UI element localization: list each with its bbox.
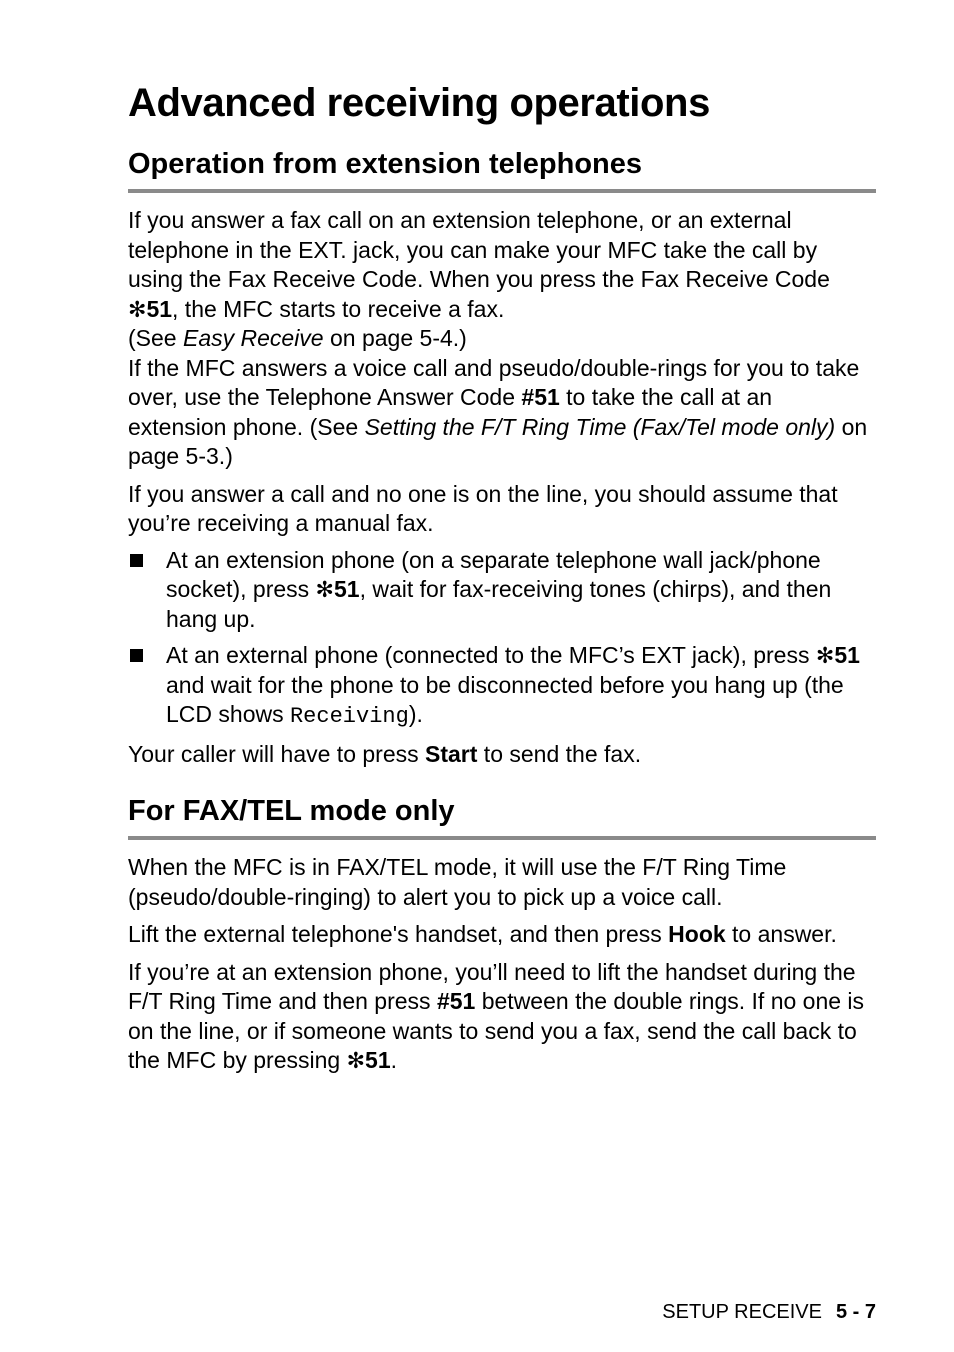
page-title: Advanced receiving operations bbox=[128, 81, 710, 125]
list-item: At an external phone (connected to the MFC’s EXT jack), press ✻51 and wait for the phone to be disconnected before you hang up (the LCD shows Receiving). bbox=[128, 641, 876, 732]
star-key-icon: ✻ bbox=[815, 643, 835, 668]
section-extension-telephones bbox=[128, 146, 876, 769]
star-key-icon: ✻ bbox=[315, 577, 334, 602]
star-key-icon: ✻ bbox=[346, 1048, 366, 1073]
section-heading: Operation from extension telephones bbox=[128, 146, 876, 193]
manual-fax-paragraph: If you answer a call and no one is on the line, you should assume that you’re receiving a manual fax. bbox=[128, 480, 838, 536]
hook-paragraph: Lift the external telephone's handset, and then press Hook to answer. bbox=[128, 921, 837, 947]
page-content bbox=[128, 78, 876, 1076]
start-key-label: Start bbox=[425, 740, 478, 767]
section-fax-tel-mode bbox=[128, 793, 876, 1076]
caller-paragraph: Your caller will have to press Start to send the fax. bbox=[128, 740, 642, 767]
fax-receive-code: 51 bbox=[146, 295, 173, 322]
hook-key-label: Hook bbox=[668, 921, 726, 947]
easy-receive-reference: Easy Receive bbox=[182, 325, 324, 351]
ring-time-reference: Setting the F/T Ring Time (Fax/Tel mode only) bbox=[364, 413, 836, 440]
list-item: At an extension phone (on a separate telephone wall jack/phone socket), press ✻51, wait for fax-receiving tones (chirps), and then hang up. bbox=[128, 546, 876, 635]
telephone-answer-code: #51 bbox=[521, 384, 560, 410]
extension-paragraph: If you’re at an extension phone, you’ll need to lift the handset during the F/T Ring Time and then press #51 between the double rings. If no one is on the line, or if someone wants to send you a fax, send the call back to the MFC by pressing ✻51. bbox=[128, 958, 865, 1073]
page-footer bbox=[662, 1300, 876, 1324]
section-heading: For FAX/TEL mode only bbox=[128, 793, 876, 840]
square-bullet-icon bbox=[130, 649, 143, 662]
lcd-message: Receiving bbox=[289, 704, 409, 729]
square-bullet-icon bbox=[130, 554, 143, 567]
footer-section-label: SETUP RECEIVE bbox=[662, 1301, 822, 1323]
star-key-icon: ✻ bbox=[128, 296, 147, 322]
instruction-list bbox=[128, 546, 876, 732]
page-number: 5 - 7 bbox=[835, 1301, 876, 1323]
intro-paragraph: If you answer a fax call on an extension telephone, or an external telephone in the EXT. jack, you can make your MFC take the call by using the Fax Receive Code. When you press the Fax Receive Code ✻51, the MFC starts to receive a fax. (See Easy Receive on page 5-4.) If the MFC answers a voice call and pseudo/double-rings for you to take over, use the Telephone Answer Code #51 to take the call at an extension phone. (See Setting the F/T Ring Time (Fax/Tel mode only) on page 5-3.) bbox=[128, 207, 868, 469]
fax-tel-paragraph: When the MFC is in FAX/TEL mode, it will use the F/T Ring Time (pseudo/double-ringing) to alert you to pick up a voice call. bbox=[128, 854, 787, 910]
